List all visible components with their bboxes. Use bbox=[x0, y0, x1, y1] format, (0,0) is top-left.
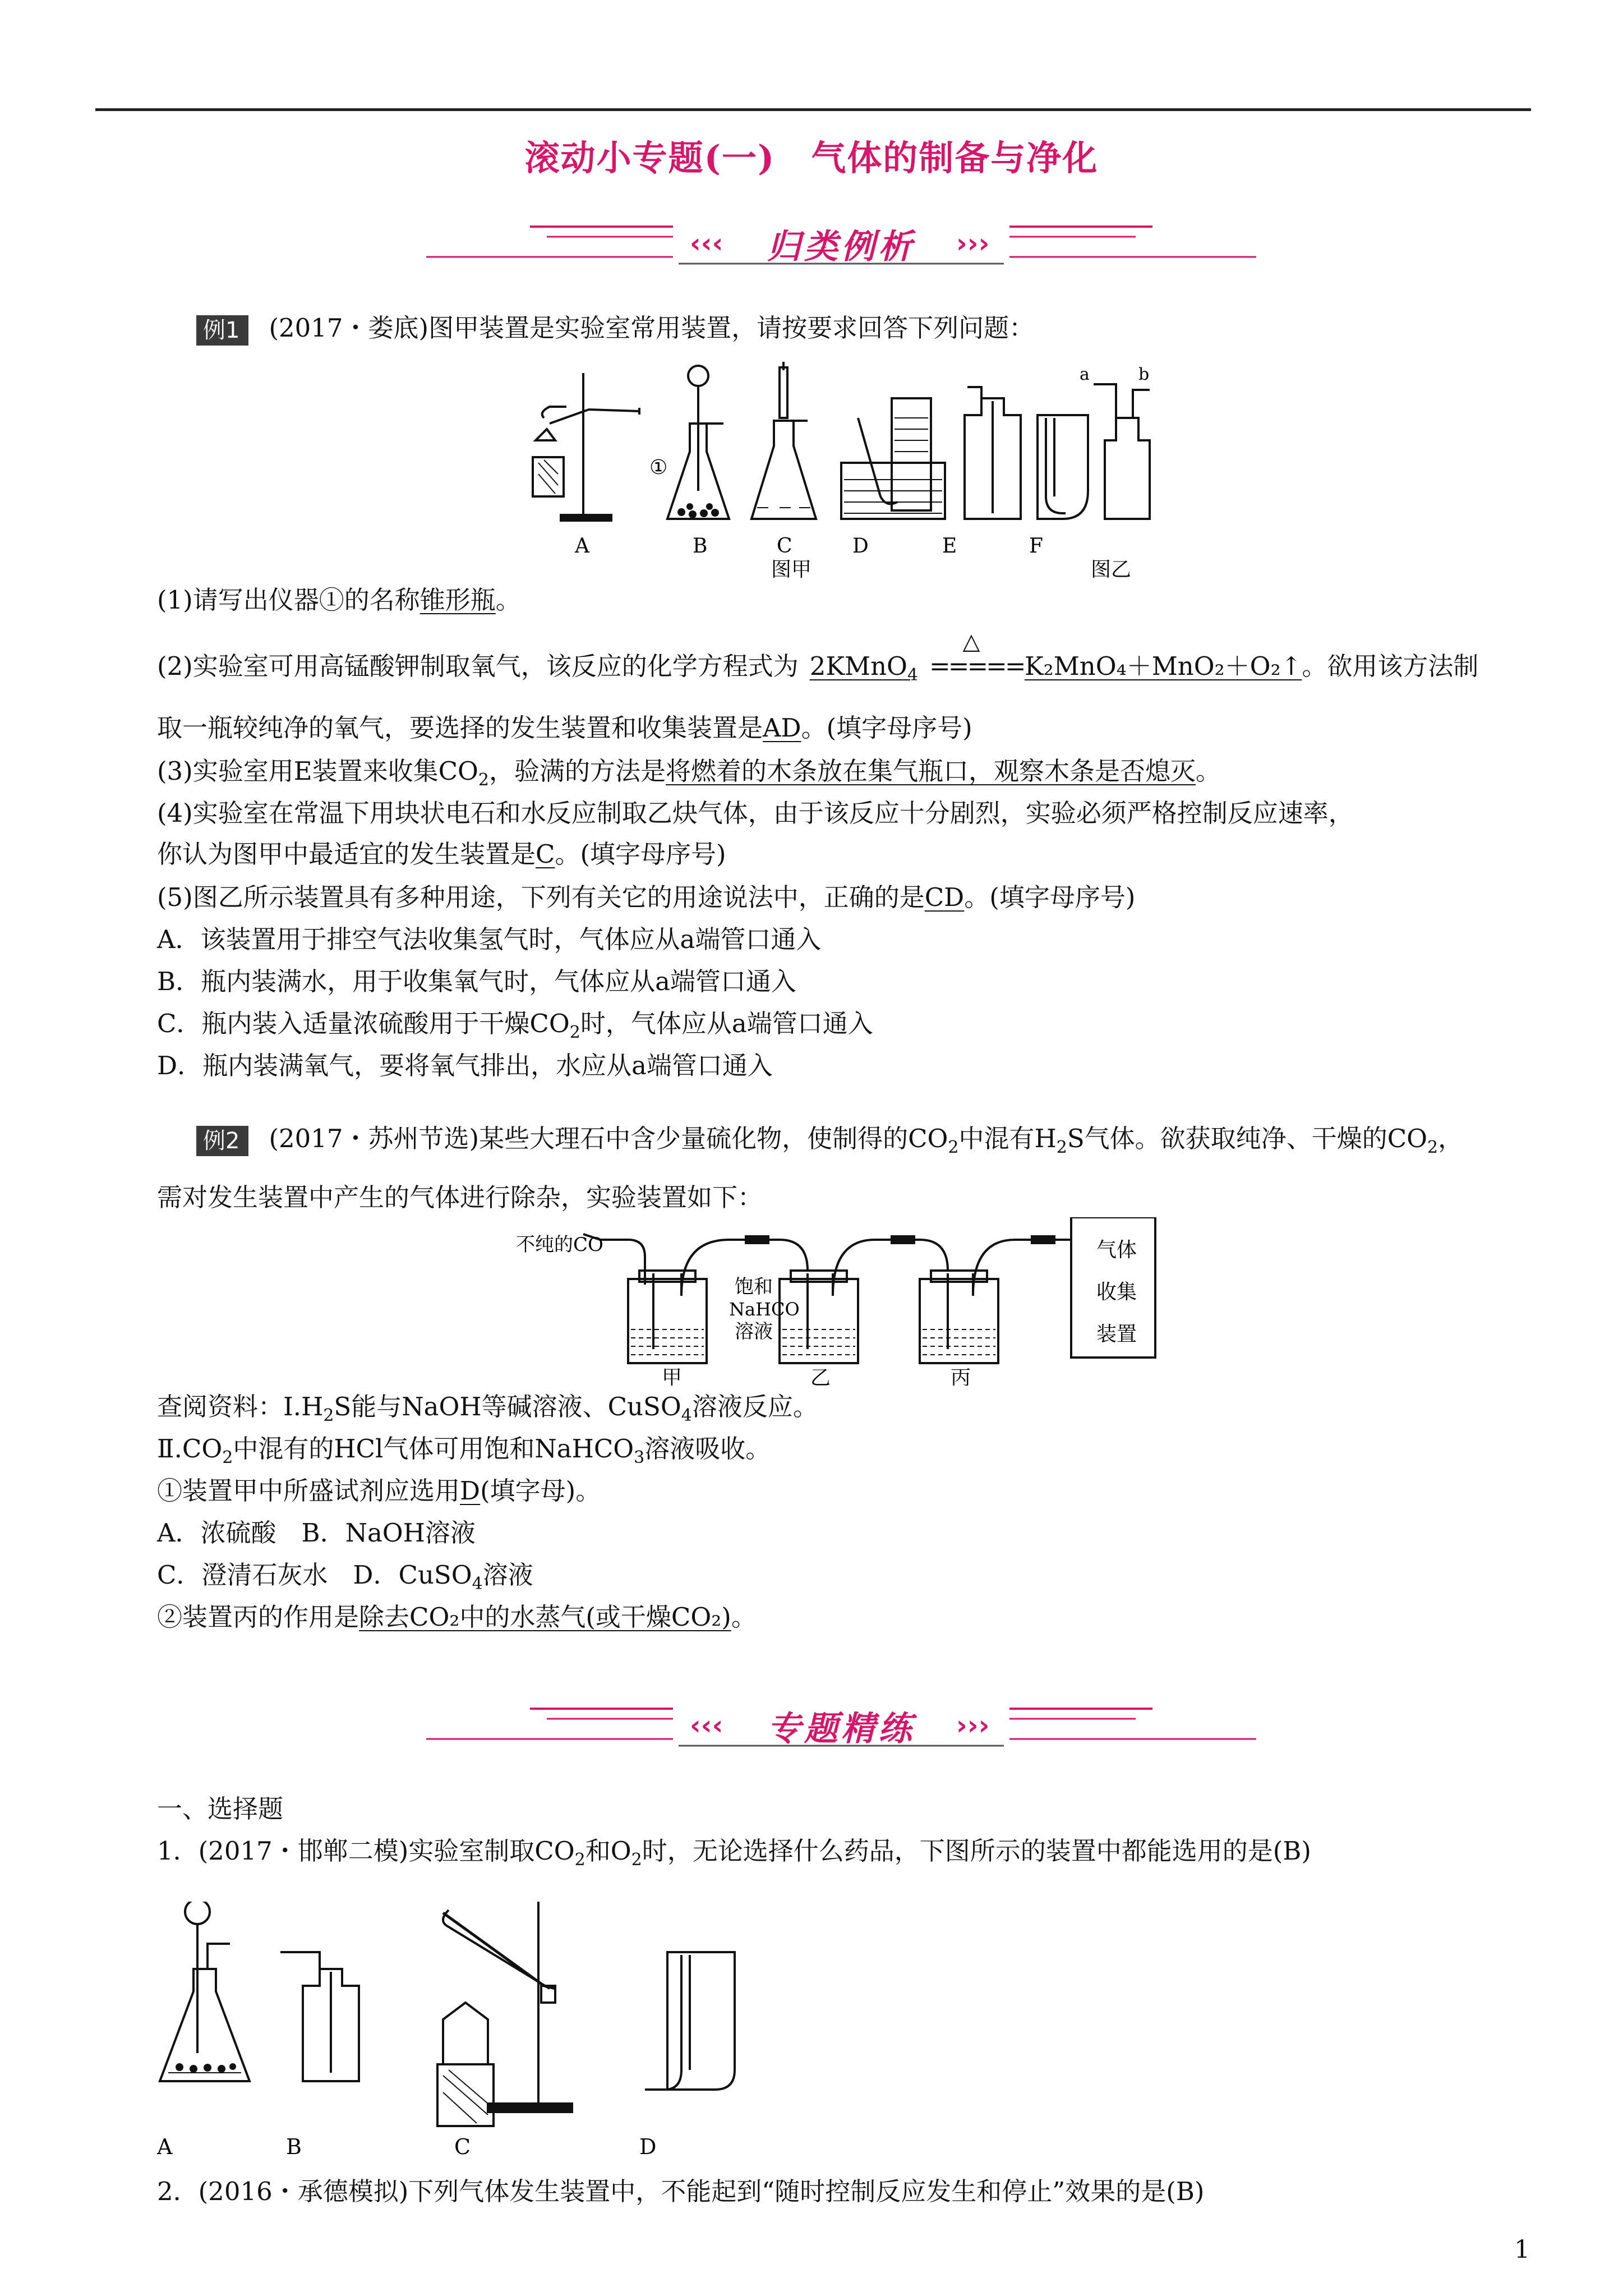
svg-text:F: F bbox=[1029, 535, 1043, 558]
example-tag: 例1 bbox=[196, 315, 248, 346]
svg-text:不纯的CO: 不纯的CO bbox=[516, 1234, 603, 1256]
svg-text:B: B bbox=[693, 535, 708, 558]
banner-title: 归类例析 bbox=[767, 227, 915, 266]
example-tag: 例2 bbox=[196, 1126, 248, 1156]
example1-q1: (1)请写出仪器①的名称锥形瓶。 bbox=[157, 585, 521, 615]
example1-intro: 例1 (2017・娄底)图甲装置是实验室常用装置，请按要求回答下列问题： bbox=[196, 311, 1034, 346]
example1-option-d: D．瓶内装满氧气，要将氧气排出，水应从a端管口通入 bbox=[157, 1051, 773, 1080]
svg-text:›››: ››› bbox=[956, 1710, 990, 1741]
svg-text:饱和: 饱和 bbox=[735, 1276, 773, 1298]
svg-text:a: a bbox=[1080, 365, 1090, 384]
practice-q1: 1．(2017・邯郸二模)实验室制取$CO_2$和$O_2$时，无论选择什么药品，下图所示的装置中都能选用的是(B) bbox=[157, 1836, 1311, 1870]
svg-text:C: C bbox=[777, 535, 792, 558]
svg-text:图乙: 图乙 bbox=[1091, 558, 1132, 581]
example2-options-ab: A．浓硫酸 B．NaOH溶液 bbox=[157, 1518, 476, 1548]
top-rule bbox=[95, 108, 1531, 111]
practice-q2: 2．(2016・承德模拟)下列气体发生装置中，不能起到“随时控制反应发生和停止”效果的是(B) bbox=[157, 2177, 1205, 2206]
svg-text:B: B bbox=[286, 2134, 302, 2159]
svg-text:溶液: 溶液 bbox=[735, 1320, 773, 1343]
svg-text:A: A bbox=[157, 2134, 173, 2159]
example1-q4-line2: 你认为图甲中最适宜的发生装置是C。(填字母序号) bbox=[157, 839, 726, 869]
page-number: 1 bbox=[1514, 2235, 1530, 2264]
svg-text:‹‹‹: ‹‹‹ bbox=[690, 228, 723, 259]
svg-text:收集: 收集 bbox=[1096, 1281, 1137, 1304]
example1-option-c: C．瓶内装入适量浓硫酸用于干燥$CO_2$时，气体应从a端管口通入 bbox=[157, 1009, 873, 1042]
svg-text:D: D bbox=[852, 535, 869, 558]
svg-text:b: b bbox=[1138, 365, 1150, 384]
svg-text:乙: 乙 bbox=[810, 1366, 831, 1386]
page-title: 滚动小专题(一) 气体的制备与净化 bbox=[524, 137, 1099, 178]
example2-line1: 例2 (2017・苏州节选)某些大理石中含少量硫化物，使制得的$CO_2$中混有$H_2S$气体。欲获取纯净、干燥的$CO_2$， bbox=[196, 1122, 1463, 1165]
svg-text:A: A bbox=[575, 535, 589, 558]
svg-text:E: E bbox=[942, 535, 957, 558]
example1-q2-line2: 取一瓶较纯净的氧气，要选择的发生装置和收集装置是AD。(填字母序号) bbox=[157, 713, 972, 743]
practice-section-heading: 一、选择题 bbox=[157, 1794, 284, 1824]
example2-options-cd: C．澄清石灰水 D．CuSO$_4$溶液 bbox=[157, 1560, 533, 1594]
svg-text:图甲: 图甲 bbox=[771, 558, 812, 581]
svg-text:NaHCO: NaHCO bbox=[729, 1299, 800, 1320]
figure-apparatus-jia-yi bbox=[522, 356, 1155, 581]
example1-q3: (3)实验室用E装置来收集$CO_2$，验满的方法是将燃着的木条放在集气瓶口，观察木条是否熄灭。 bbox=[157, 756, 1221, 790]
example2-ref1: 查阅资料：$Ⅰ.H_2S$能与NaOH等碱溶液、CuSO$_4$溶液反应。 bbox=[157, 1392, 818, 1425]
section-banner-examples bbox=[426, 212, 1256, 274]
banner-title: 专题精练 bbox=[767, 1709, 915, 1749]
example1-q4-line1: (4)实验室在常温下用块状电石和水反应制取乙炔气体，由于该反应十分剧烈，实验必须严格控制反应速率， bbox=[157, 798, 1354, 828]
figure-purification-train bbox=[516, 1217, 1166, 1386]
svg-text:气体: 气体 bbox=[1096, 1239, 1137, 1262]
svg-text:›››: ››› bbox=[956, 228, 990, 259]
figure-q1-apparatus bbox=[151, 1902, 791, 2160]
example1-q5: (5)图乙所示装置具有多种用途，下列有关它的用途说法中，正确的是CD。(填字母序号) bbox=[157, 882, 1136, 912]
svg-text:C: C bbox=[454, 2134, 471, 2159]
example1-q2: (2)实验室可用高锰酸钾制取氧气，该反应的化学方程式为 2KMnO$_4$ △ =====K₂MnO₄＋MnO₂＋O₂↑。欲用该方法制 bbox=[157, 629, 1479, 685]
example2-line2: 需对发生装置中产生的气体进行除杂，实验装置如下： bbox=[157, 1182, 763, 1212]
example1-option-b: B．瓶内装满水，用于收集氧气时，气体应从a端管口通入 bbox=[157, 967, 796, 996]
example2-ref2: $Ⅱ.CO_2$中混有的HCl气体可用饱和NaHCO$_3$溶液吸收。 bbox=[157, 1434, 771, 1467]
svg-text:①: ① bbox=[649, 456, 668, 479]
svg-text:装置: 装置 bbox=[1096, 1323, 1137, 1346]
svg-text:丙: 丙 bbox=[951, 1366, 971, 1386]
svg-text:甲: 甲 bbox=[662, 1366, 683, 1386]
example2-q1: ①装置甲中所盛试剂应选用D(填字母)。 bbox=[157, 1476, 601, 1506]
svg-text:‹‹‹: ‹‹‹ bbox=[690, 1710, 723, 1741]
section-banner-practice bbox=[426, 1694, 1256, 1756]
svg-text:D: D bbox=[639, 2134, 657, 2159]
example1-option-a: A．该装置用于排空气法收集氢气时，气体应从a端管口通入 bbox=[157, 924, 822, 954]
example2-q2: ②装置丙的作用是除去CO₂中的水蒸气(或干燥CO₂)。 bbox=[157, 1602, 757, 1632]
